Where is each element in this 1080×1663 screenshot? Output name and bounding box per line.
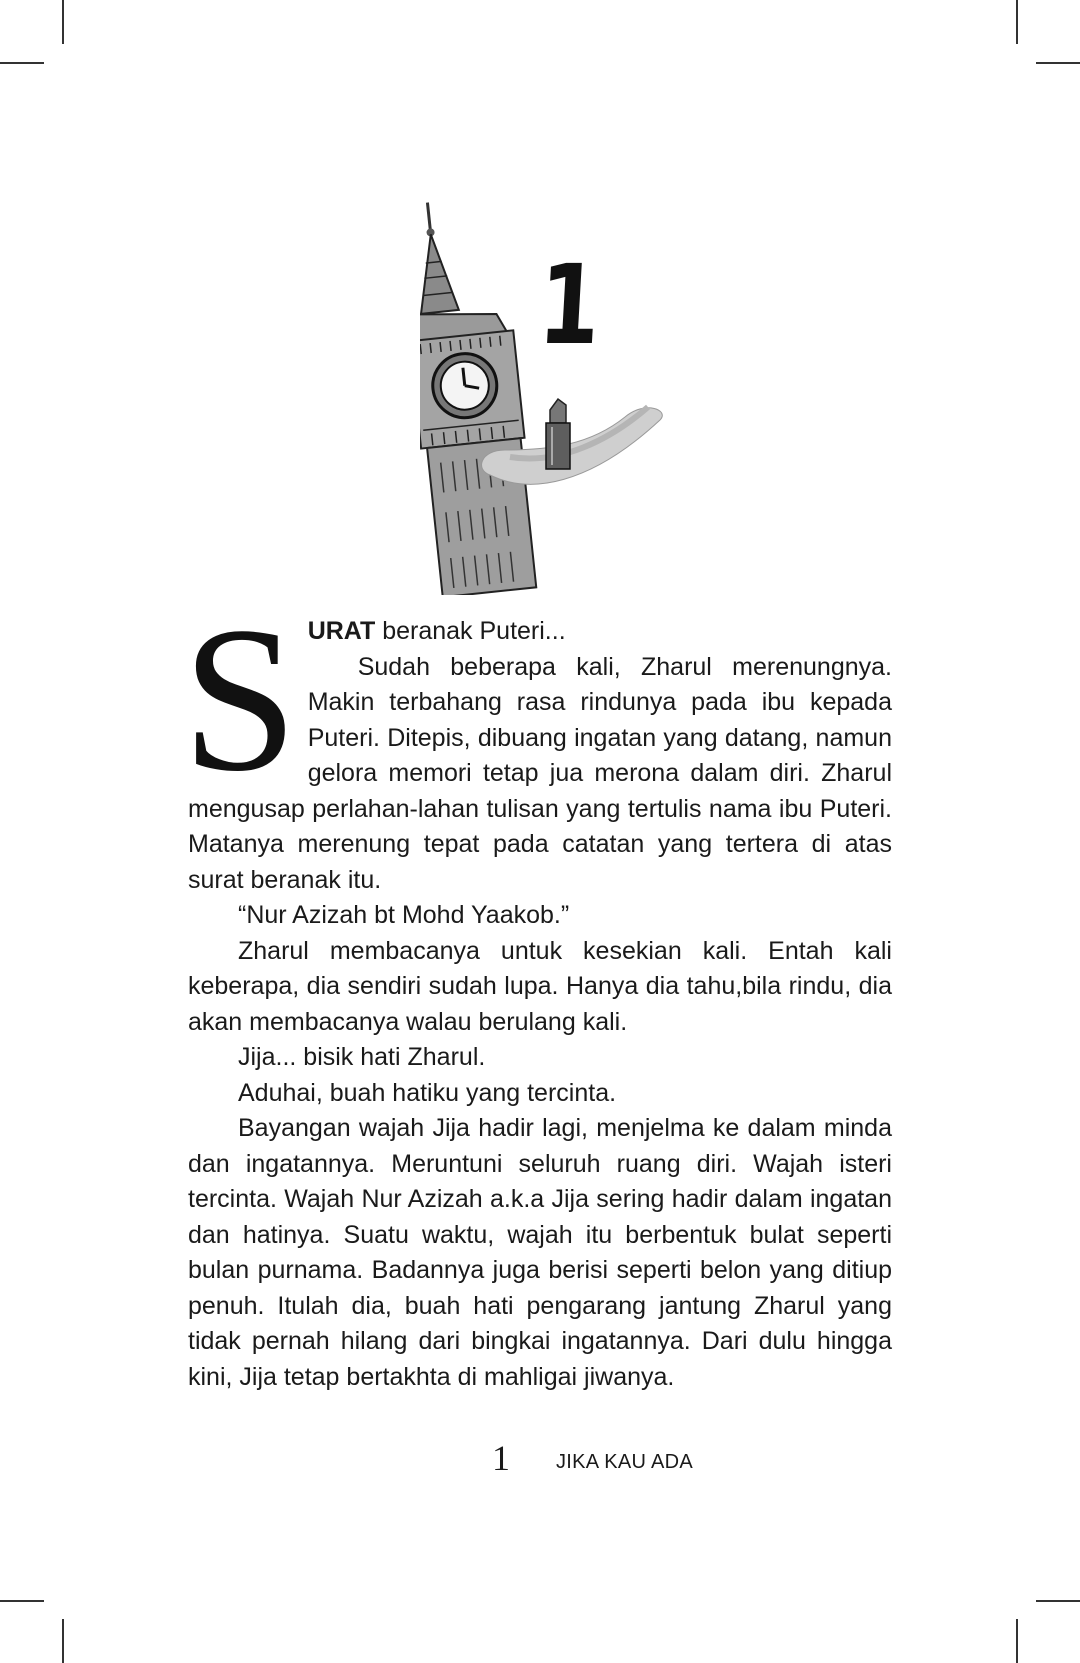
chapter-number: 1 xyxy=(535,241,604,369)
crop-mark-bottom-right-h xyxy=(1036,1600,1080,1602)
running-title: JIKA KAU ADA xyxy=(556,1451,693,1473)
paragraph: “Nur Azizah bt Mohd Yaakob.” xyxy=(238,901,570,929)
crop-mark-bottom-left xyxy=(62,1619,64,1663)
page-number: 1 xyxy=(492,1438,510,1478)
drop-cap: S xyxy=(182,584,298,814)
paragraph: Zharul membacanya untuk kesekian kali. Entah kali keberapa, dia sendiri sudah lupa. Hanya dia tahu,bila rindu, dia akan membacanya walau berulang kali. xyxy=(188,936,892,1036)
paragraph: Aduhai, buah hatiku yang tercinta. xyxy=(238,1078,617,1107)
crop-mark-top-left-h xyxy=(0,62,44,64)
crop-mark-top-left xyxy=(62,0,64,44)
opening-line-text: beranak Puteri... xyxy=(375,617,566,645)
lipstick-icon xyxy=(546,399,570,469)
paragraph: Sudah beberapa kali, Zharul merenungnya. Makin terbahang rasa rindunya pada ibu kepada Puteri. Ditepis, dibuang ingatan yang datang, namun gelora memori tetap jua merona dalam diri. Zharul mengusap perlahan-lahan tulisan yang tertulis nama ibu Puteri. Matanya merenung tepat pada catatan yang tertera di atas surat beranak itu. xyxy=(188,652,892,894)
paragraph: Bayangan wajah Jija hadir lagi, menjelma ke dalam minda dan ingatannya. Meruntuni seluruh ruang diri. Wajah isteri tercinta. Wajah Nur Azizah a.k.a Jija sering hadir dalam ingatan dan hatinya. Suatu waktu, wajah itu berbentuk bulat seperti bulan purnama. Badannya juga berisi seperti belon yang ditiup penuh. Itulah dia, buah hati pengarang jantung Zharul yang tidak pernah hilang dari bingkai ingatannya. Dari dulu hingga kini, Jija tetap bertakhta di mahligai jiwanya. xyxy=(188,1114,892,1391)
lead-word: URAT xyxy=(307,617,376,645)
crop-mark-top-right xyxy=(1016,0,1018,44)
paragraph: Jija... bisik hati Zharul. xyxy=(238,1043,486,1071)
crop-mark-bottom-left-h xyxy=(0,1600,44,1602)
clock-tower-icon xyxy=(420,195,540,595)
crop-mark-bottom-right xyxy=(1016,1619,1018,1663)
crop-mark-top-right-h xyxy=(1036,62,1080,64)
page-footer xyxy=(0,1438,1080,1478)
chapter-text xyxy=(182,584,892,1395)
